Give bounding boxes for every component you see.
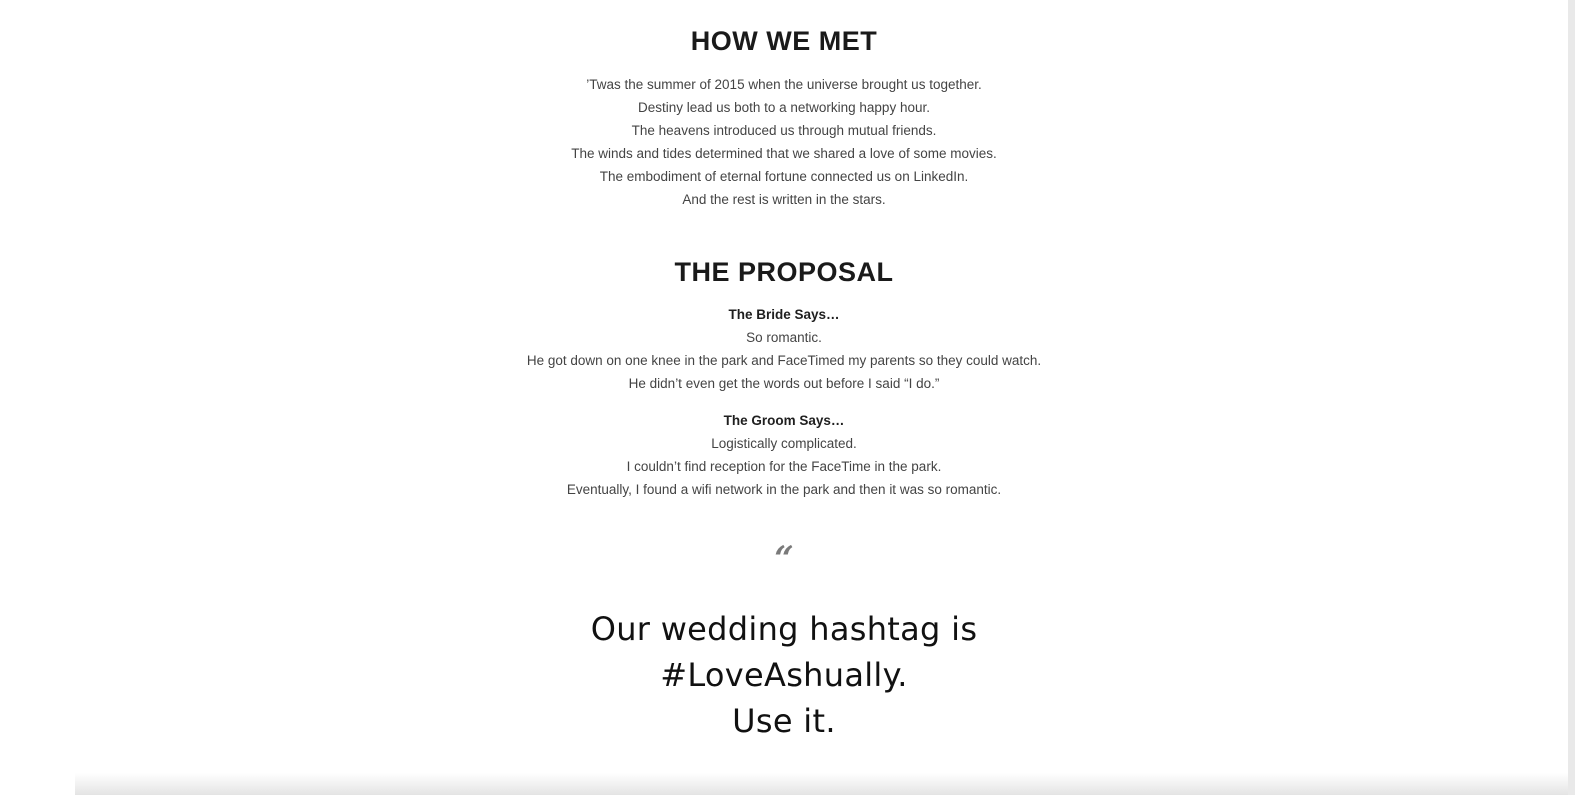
- story-line: The winds and tides determined that we shared a love of some movies.: [571, 146, 997, 161]
- hashtag-line: Our wedding hashtag is: [590, 610, 978, 648]
- groom-line: I couldn’t find reception for the FaceTime in the park.: [626, 459, 942, 474]
- groom-line: Eventually, I found a wifi network in the park and then it was so romantic.: [566, 482, 1002, 497]
- hashtag-line: Use it.: [732, 702, 836, 740]
- bride-says-block: [0, 303, 1568, 395]
- proposal-section: [0, 257, 1568, 501]
- groom-line: Logistically complicated.: [711, 436, 857, 451]
- how-we-met-text: [0, 73, 1568, 211]
- page-right-edge: [1568, 0, 1575, 795]
- bride-says-title: The Bride Says…: [728, 307, 840, 322]
- story-line: The embodiment of eternal fortune connected us on LinkedIn.: [599, 169, 969, 184]
- bride-line: He got down on one knee in the park and FaceTimed my parents so they could watch.: [526, 353, 1042, 368]
- quote-mark-icon: “: [774, 539, 794, 579]
- story-line: And the rest is written in the stars.: [682, 192, 886, 207]
- how-we-met-section: [0, 26, 1568, 211]
- bride-line: So romantic.: [746, 330, 822, 345]
- groom-says-title: The Groom Says…: [723, 413, 845, 428]
- hashtag-quote: [0, 606, 1568, 744]
- hashtag-line: #LoveAshually.: [660, 656, 908, 694]
- story-line: ’Twas the summer of 2015 when the universe brought us together.: [586, 77, 982, 92]
- story-line: Destiny lead us both to a networking happy hour.: [638, 100, 930, 115]
- proposal-heading: THE PROPOSAL: [674, 257, 894, 287]
- bride-line: He didn’t even get the words out before I said “I do.”: [628, 376, 940, 391]
- bottom-shadow: [75, 773, 1568, 795]
- groom-says-block: [0, 409, 1568, 501]
- how-we-met-heading: HOW WE MET: [690, 26, 878, 56]
- story-line: The heavens introduced us through mutual friends.: [631, 123, 937, 138]
